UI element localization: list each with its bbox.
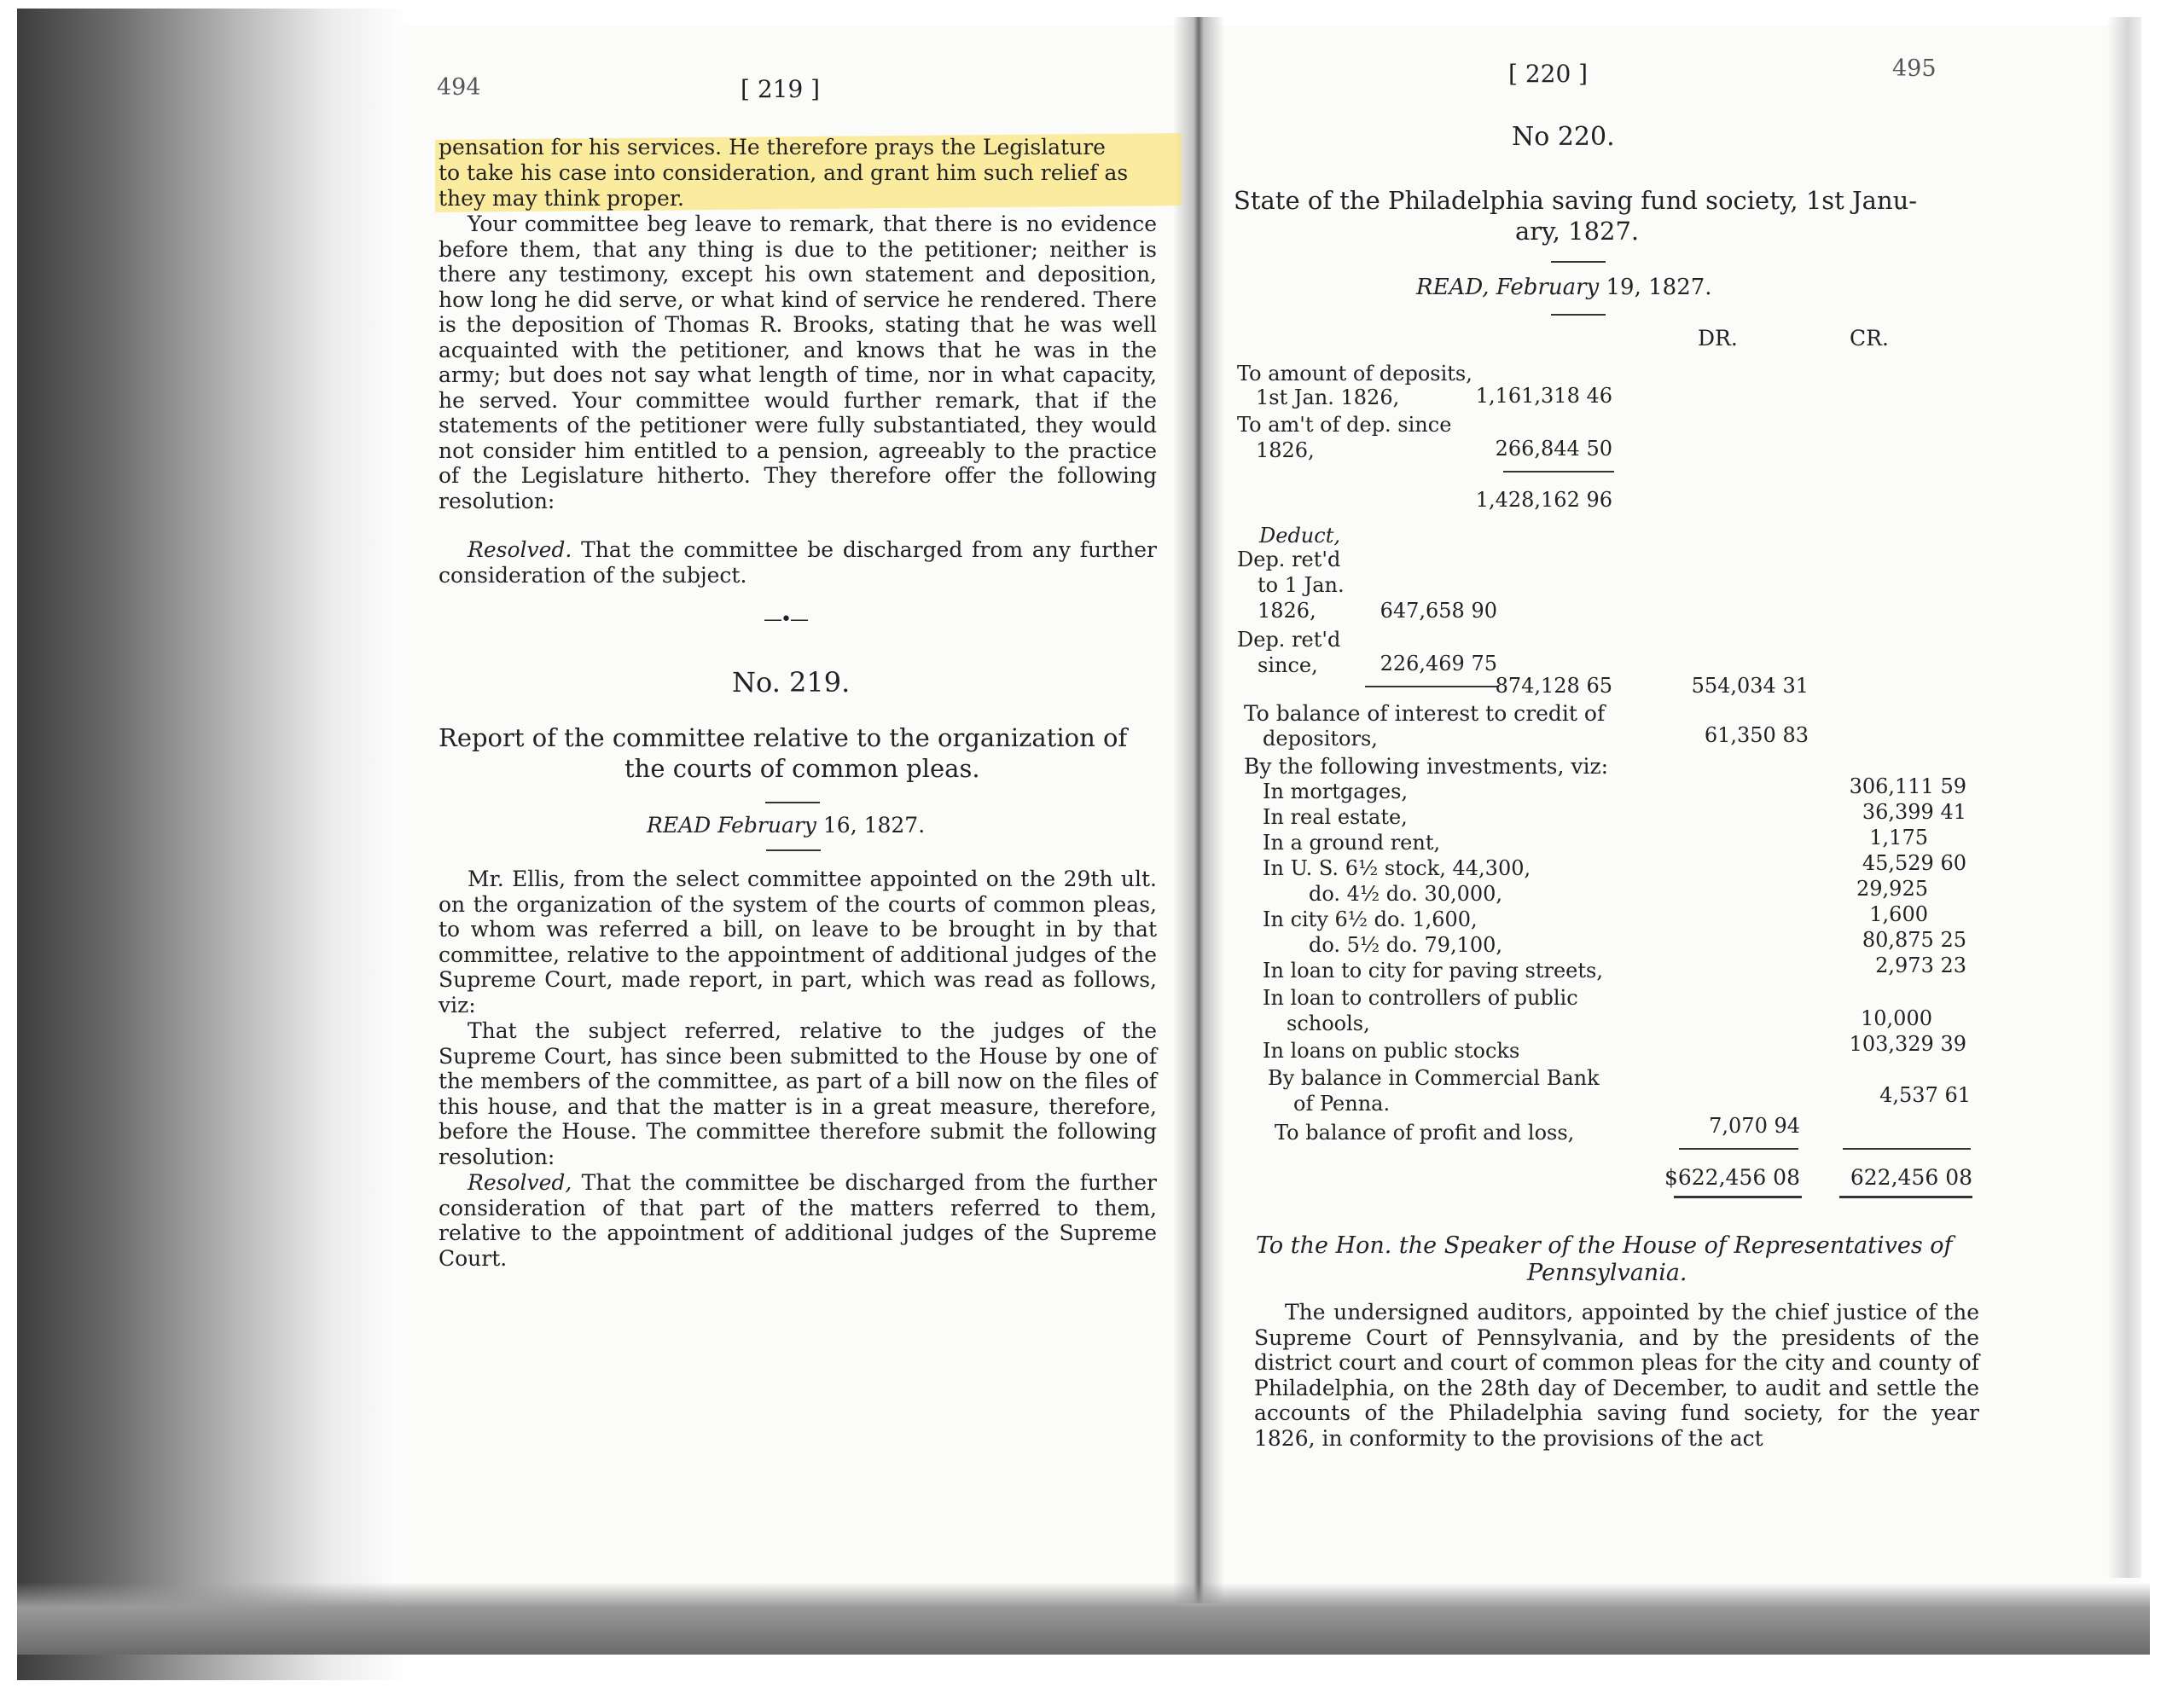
read-rest-219: 16, 1827. [816, 813, 926, 838]
read-rest-220: 19, 1827. [1599, 275, 1712, 300]
resolution-2 [439, 1170, 1157, 1271]
committee-remark-paragraph: Your committee beg leave to remark, that there is no evidence before them, that any thing is due to the petitioner; neither is there any testimony, except his own statement and deposition, how long he did serve, or what kind of service he rendered. There is the deposition of Thomas R. Brooks, stating that he was well acquainted with the petitioner, and knows that he was in the army; but does not say what length of time, nor in what capacity, he served. Your committee would further remark, that if the statements of the petitioner were fully substantiated, they would not consider him entitled to a pension, agreeably to the practice of the Legislature hitherto. They therefore offer the following resolution: [439, 212, 1157, 513]
row-do-5: do. 5½ do. 79,100, [1309, 933, 1503, 957]
row-amt-dep-since-1: To am't of dep. since [1237, 413, 1452, 437]
statement-rule-1 [1551, 261, 1606, 263]
row-us-stock: In U. S. 6½ stock, 44,300, [1263, 856, 1531, 880]
row-dep-retd-1: Dep. ret'd [1237, 548, 1341, 571]
val-deduct-total: 874,128 65 [1495, 674, 1612, 698]
row-commercial-1: By balance in Commercial Bank [1268, 1066, 1600, 1090]
row-profit-loss: To balance of profit and loss, [1275, 1121, 1575, 1145]
val-real-estate-cr: 36,399 41 [1862, 800, 1966, 824]
continuation-line-3: they may think proper. [439, 186, 684, 211]
resolved-text-1: That the committee be discharged from any further consideration of the subject. [439, 537, 1157, 588]
val-amt-dep-since: 266,844 50 [1495, 437, 1612, 461]
row-dep-retd-since-2: since, [1258, 653, 1318, 677]
read-date-220 [1416, 275, 1712, 300]
right-page-number: 495 [1892, 55, 1937, 82]
row-dep-retd-since-1: Dep. ret'd [1237, 628, 1341, 652]
val-dep-retd-since: 226,469 75 [1380, 652, 1497, 675]
row-deduct: Deduct, [1259, 524, 1340, 548]
read-month-220: February [1496, 275, 1600, 300]
total-rule-cr [1843, 1148, 1971, 1150]
right-bracket-number: [ 220 ] [1508, 60, 1589, 88]
val-balance-interest-dr: 61,350 83 [1704, 723, 1809, 747]
val-total-cr: 622,456 08 [1850, 1165, 1972, 1190]
continuation-line-2: to take his case into consideration, and grant him such relief as [439, 160, 1129, 185]
resolution-1 [439, 537, 1157, 588]
row-public-stocks: In loans on public stocks [1263, 1039, 1520, 1063]
row-mortgages: In mortgages, [1263, 780, 1409, 803]
address-line-1: To the Hon. the Speaker of the House of Representatives of [1256, 1232, 1953, 1259]
val-dep-retd: 647,658 90 [1380, 599, 1497, 623]
double-rule-dr [1674, 1196, 1802, 1198]
row-ground-rent: In a ground rent, [1263, 831, 1441, 855]
row-loan-city: In loan to city for paving streets, [1263, 959, 1603, 983]
report-title-line-1: Report of the committee relative to the organization of [439, 723, 1128, 752]
row-loan-controllers-2: schools, [1287, 1012, 1370, 1035]
section-title-219: No. 219. [732, 666, 851, 699]
row-dep-retd-2: to 1 Jan. [1258, 573, 1345, 597]
statement-rule-2 [1551, 314, 1606, 316]
double-rule-cr [1839, 1196, 1972, 1198]
column-header-dr: DR. [1698, 326, 1738, 351]
scan-shadow-left [17, 9, 410, 1680]
val-subtotal: 1,428,162 96 [1475, 488, 1612, 512]
statement-title-line-1: State of the Philadelphia saving fund society, 1st Janu- [1234, 186, 1918, 215]
row-amount-deposits-1: To amount of deposits, [1237, 362, 1472, 386]
subject-referred-paragraph: That the subject referred, relative to the judges of the Supreme Court, has since been submitted to the House by one of the members of the committee, as part of a bill now on the files of this house, and that the matter is in a great measure, therefore, before the House. The committee therefore submit the following resolution: [439, 1018, 1157, 1169]
row-city-6: In city 6½ do. 1,600, [1263, 907, 1478, 931]
left-page-number: 494 [437, 74, 481, 101]
section-title-220: No 220. [1512, 122, 1615, 152]
val-loan-city-cr: 2,973 23 [1875, 954, 1966, 977]
subtotal-rule [1503, 471, 1614, 472]
title-rule-1 [765, 802, 820, 803]
row-balance-interest-2: depositors, [1263, 727, 1378, 751]
row-investments: By the following investments, viz: [1244, 754, 1609, 779]
val-mortgages-cr: 306,111 59 [1849, 774, 1966, 798]
total-rule-dr [1679, 1148, 1798, 1150]
val-do-5-cr: 80,875 25 [1862, 928, 1966, 952]
row-real-estate: In real estate, [1263, 805, 1408, 829]
book-gutter [1173, 17, 1224, 1603]
resolved-label-2: Resolved, [468, 1170, 572, 1195]
val-do-4-cr: 29,925 [1856, 877, 1928, 901]
row-commercial-2: of Penna. [1293, 1092, 1391, 1116]
val-profit-loss-dr: 7,070 94 [1709, 1114, 1800, 1138]
resolved-text-2: That the committee be discharged from the further consideration of that part of the matters referred to them, relative to the appointment of additional judges of the Supreme Court. [439, 1170, 1157, 1271]
scan-shadow-bottom [17, 1582, 2150, 1655]
row-loan-controllers-1: In loan to controllers of public [1263, 986, 1578, 1010]
auditors-paragraph: The undersigned auditors, appointed by the chief justice of the Supreme Court of Pennsylvania, and by the presidents of the district court and court of common pleas for the city and county of Philadelphia, on the 28th day of December, to audit and settle the accounts of the Philadelphia saving fund society, for the year 1826, in conformity to the provisions of the act [1254, 1300, 1979, 1451]
left-bracket-number: [ 219 ] [741, 75, 821, 103]
read-label-219: READ [647, 813, 712, 838]
ornament-divider: —•— [764, 609, 807, 630]
row-dep-retd-3: 1826, [1258, 599, 1316, 623]
val-us-stock-cr: 45,529 60 [1862, 851, 1966, 875]
row-amount-deposits-2: 1st Jan. 1826, [1256, 386, 1400, 409]
report-title-line-2: the courts of common pleas. [624, 754, 980, 783]
scan-edge-right [2107, 17, 2141, 1578]
continuation-line-1: pensation for his services. He therefore prays the Legislature [439, 135, 1106, 159]
read-date-219 [647, 813, 925, 838]
val-deduct-dr: 554,034 31 [1691, 674, 1809, 698]
column-header-cr: CR. [1850, 326, 1889, 351]
val-total-dr: $622,456 08 [1664, 1165, 1800, 1190]
address-line-2: Pennsylvania. [1527, 1260, 1687, 1286]
resolved-label-1: Resolved. [468, 537, 572, 562]
val-commercial-cr: 4,537 61 [1879, 1083, 1971, 1107]
val-city-6-cr: 1,600 [1869, 902, 1928, 926]
row-do-4: do. 4½ do. 30,000, [1309, 882, 1503, 906]
val-ground-rent-cr: 1,175 [1869, 826, 1928, 849]
val-amount-deposits: 1,161,318 46 [1475, 384, 1612, 408]
ellis-report-paragraph: Mr. Ellis, from the select committee appointed on the 29th ult. on the organization of the system of the courts of common pleas, to whom was referred a bill, on leave to be brought in by that committee, relative to the appointment of additional judges of the Supreme Court, made report, in part, which was read as follows, viz: [439, 867, 1157, 1017]
val-loan-controllers-cr: 10,000 [1861, 1006, 1932, 1030]
row-amt-dep-since-2: 1826, [1256, 438, 1315, 462]
read-month-219: February [717, 813, 816, 838]
read-label-220: READ, [1416, 275, 1490, 300]
statement-title-line-2: ary, 1827. [1515, 217, 1640, 246]
title-rule-2 [766, 849, 821, 851]
val-public-stocks-cr: 103,329 39 [1849, 1032, 1966, 1056]
row-balance-interest-1: To balance of interest to credit of [1244, 701, 1606, 726]
